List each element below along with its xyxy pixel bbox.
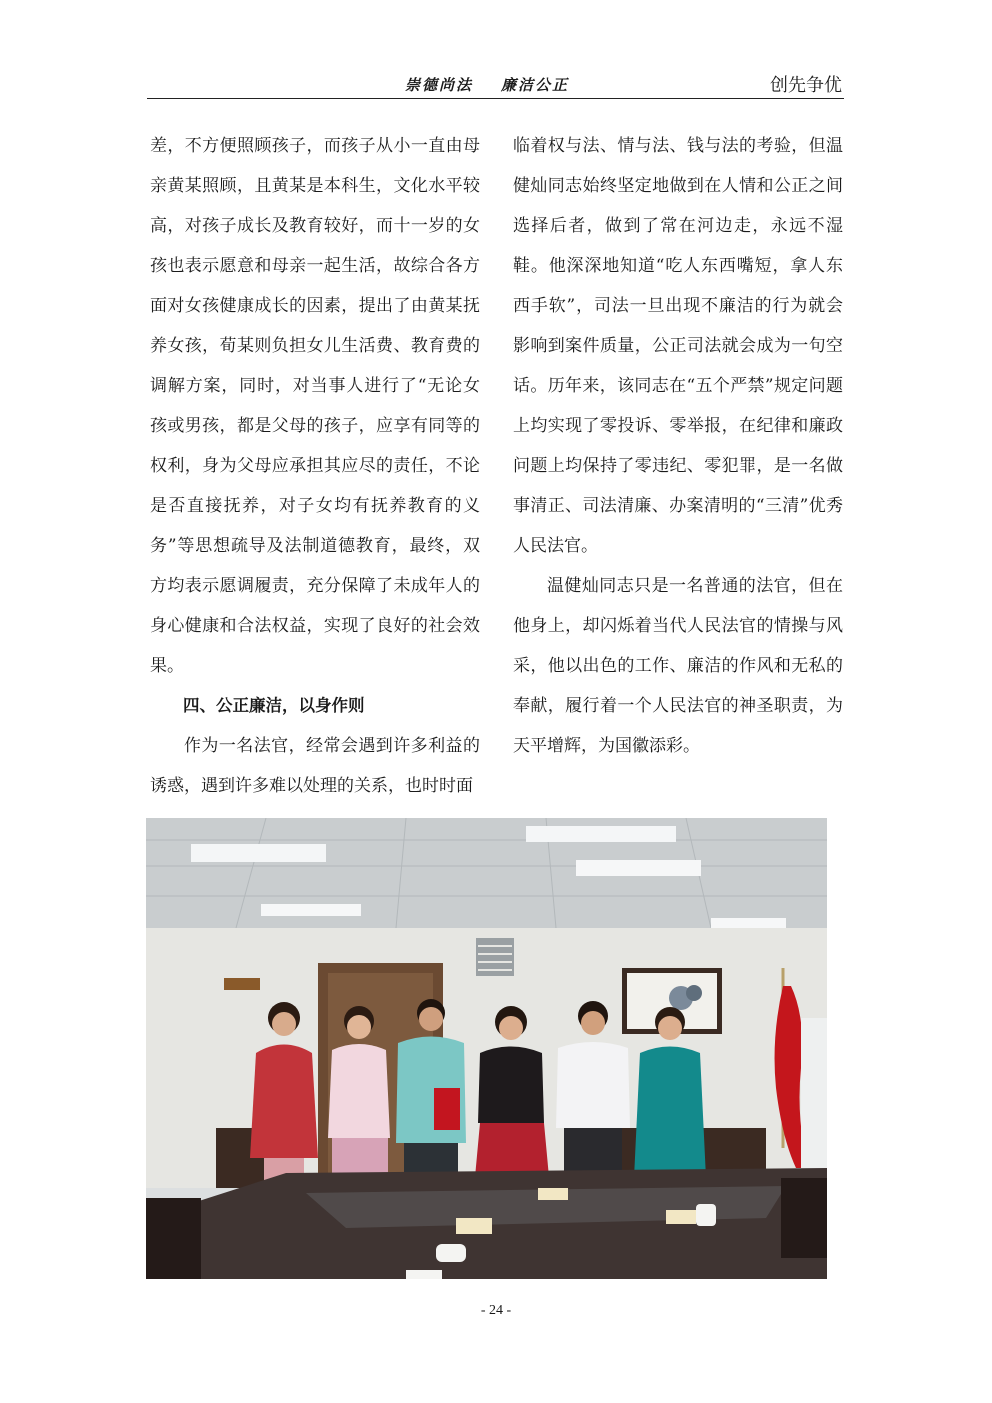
header-motto bbox=[405, 74, 597, 95]
left-paragraph-2: 作为一名法官，经常会遇到许多利益的诱惑，遇到许多难以处理的关系，也时时面 bbox=[150, 736, 480, 796]
right-paragraph-2: 温健灿同志只是一名普通的法官，但在他身上，却闪烁着当代人民法官的情操与风采，他以出色的工作、廉洁的作风和无私的奉献，履行着一个人民法官的神圣职责，为天平增辉，为国徽添彩。 bbox=[513, 576, 843, 756]
group-photo-illustration bbox=[146, 818, 827, 1279]
group-photo bbox=[146, 818, 827, 1279]
right-column bbox=[513, 126, 843, 766]
header-motto-2: 廉洁公正 bbox=[501, 76, 570, 94]
page-number: - 24 - bbox=[480, 1303, 512, 1318]
left-column bbox=[150, 126, 480, 806]
page-header bbox=[147, 68, 844, 99]
right-paragraph-1: 临着权与法、情与法、钱与法的考验，但温健灿同志始终坚定地做到在人情和公正之间选择后者，做到了常在河边走，永远不湿鞋。他深深地知道“吃人东西嘴短，拿人东西手软”，司法一旦出现不廉洁的行为就会影响到案件质量，公正司法就会成为一句空话。历年来，该同志在“五个严禁”规定问题上均实现了零投诉、零举报，在纪律和廉政问题上均保持了零违纪、零犯罪，是一名做事清正、司法清廉、办案清明的“三清”优秀人民法官。 bbox=[513, 136, 843, 556]
section-heading: 四、公正廉洁，以身作则 bbox=[183, 696, 365, 715]
header-motto-1: 崇德尚法 bbox=[405, 76, 474, 94]
header-section-title: 创先争优 bbox=[770, 75, 842, 96]
left-paragraph-1: 差，不方便照顾孩子，而孩子从小一直由母亲黄某照顾，且黄某是本科生，文化水平较高，对孩子成长及教育较好，而十一岁的女孩也表示愿意和母亲一起生活，故综合各方面对女孩健康成长的因素，提出了由黄某抚养女孩，荀某则负担女儿生活费、教育费的调解方案，同时，对当事人进行了“无论女孩或男孩，都是父母的孩子，应享有同等的权利，身为父母应承担其应尽的责任，不论是否直接抚养，对子女均有抚养教育的义务”等思想疏导及法制道德教育，最终，双方均表示愿调履责，充分保障了未成年人的身心健康和合法权益，实现了良好的社会效果。 bbox=[150, 136, 480, 676]
